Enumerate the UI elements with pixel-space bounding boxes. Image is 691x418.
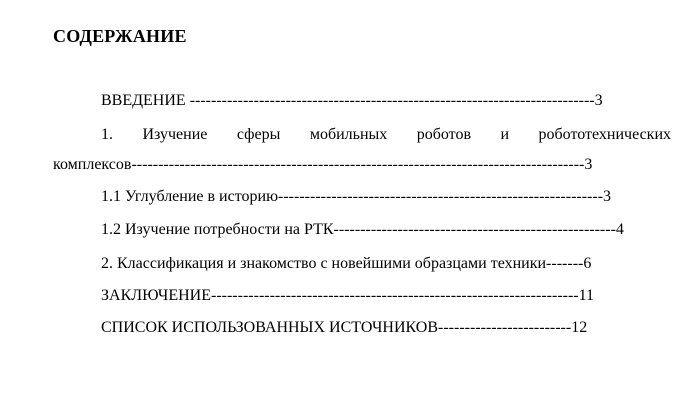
toc-entry-conclusion: ЗАКЛЮЧЕНИЕ---------------------------------------------------------------------11 <box>101 287 595 304</box>
toc-entry-section-1-2: 1.2 Изучение потребности на РТК-----------------------------------------------------4 <box>101 221 624 238</box>
toc-entry-section-1-1: 1.1 Углубление в историю-------------------------------------------------------------3 <box>101 188 612 205</box>
toc-entry-references: СПИСОК ИСПОЛЬЗОВАННЫХ ИСТОЧНИКОВ-------------------------12 <box>101 319 588 336</box>
page-title: СОДЕРЖАНИЕ <box>53 26 187 46</box>
toc-entry-section-2: 2. Классификация и знакомство с новейшими образцами техники-------6 <box>101 255 592 272</box>
toc-entry-introduction: ВВЕДЕНИЕ ----------------------------------------------------------------------------3 <box>101 92 603 109</box>
toc-entry-section-1-line-1: 1. Изучение сферы мобильных роботов и робототехнических <box>101 126 671 143</box>
toc-entry-section-1-line-2: комплексов-------------------------------------------------------------------------------------3 <box>53 156 593 173</box>
